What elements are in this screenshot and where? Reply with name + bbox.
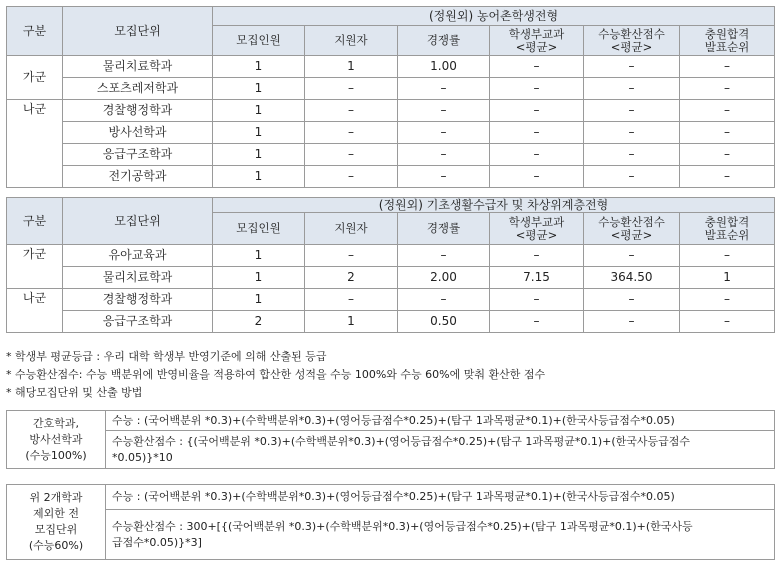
table-row xyxy=(7,122,775,144)
value-cell: 1 xyxy=(213,100,305,122)
value-cell: 0.50 xyxy=(398,311,490,333)
header-csat: 수능환산점수 <평균> xyxy=(584,26,680,56)
header-csat: 수능환산점수 <평균> xyxy=(584,213,680,245)
header-group: 구분 xyxy=(7,198,63,245)
group-cell: 가군 xyxy=(7,245,63,289)
value-cell: – xyxy=(490,78,584,100)
table-row xyxy=(7,100,775,122)
value-cell: 1 xyxy=(213,122,305,144)
value-cell: – xyxy=(490,100,584,122)
value-cell: – xyxy=(398,78,490,100)
value-cell: – xyxy=(305,245,398,267)
value-cell: 364.50 xyxy=(584,267,680,289)
value-cell: – xyxy=(680,100,775,122)
value-cell: – xyxy=(584,166,680,188)
unit-cell: 물리치료학과 xyxy=(63,56,213,78)
formula-line: 수능 : (국어백분위 *0.3)+(수학백분위*0.3)+(영어등급점수*0.25)+(탐구 1과목평균*0.1)+(한국사등급점수*0.05) xyxy=(106,411,775,431)
value-cell: – xyxy=(490,122,584,144)
notes xyxy=(6,348,545,402)
value-cell: – xyxy=(305,144,398,166)
value-cell: 7.15 xyxy=(490,267,584,289)
unit-cell: 응급구조학과 xyxy=(63,144,213,166)
value-cell: 1 xyxy=(680,267,775,289)
table-row xyxy=(7,144,775,166)
value-cell: – xyxy=(305,100,398,122)
value-cell: – xyxy=(398,144,490,166)
value-cell: – xyxy=(680,311,775,333)
value-cell: 2.00 xyxy=(398,267,490,289)
value-cell: 2 xyxy=(213,311,305,333)
unit-cell: 응급구조학과 xyxy=(63,311,213,333)
value-cell: – xyxy=(584,289,680,311)
table-low-income-students xyxy=(6,197,775,333)
header-group: 구분 xyxy=(7,7,63,56)
value-cell: – xyxy=(490,144,584,166)
formula-box-60 xyxy=(6,484,775,560)
table-row xyxy=(7,56,775,78)
unit-cell: 경찰행정학과 xyxy=(63,100,213,122)
value-cell: – xyxy=(584,78,680,100)
value-cell: – xyxy=(490,56,584,78)
table-row xyxy=(7,267,775,289)
value-cell: – xyxy=(680,289,775,311)
value-cell: – xyxy=(398,245,490,267)
value-cell: – xyxy=(305,122,398,144)
value-cell: – xyxy=(680,144,775,166)
note-method: * 해당모집단위 및 산출 방법 xyxy=(6,386,143,399)
value-cell: – xyxy=(398,100,490,122)
value-cell: 1 xyxy=(213,56,305,78)
value-cell: – xyxy=(680,78,775,100)
value-cell: – xyxy=(305,289,398,311)
table-row xyxy=(7,166,775,188)
value-cell: – xyxy=(680,122,775,144)
value-cell: – xyxy=(490,166,584,188)
unit-cell: 유아교육과 xyxy=(63,245,213,267)
header-unit: 모집단위 xyxy=(63,7,213,56)
value-cell: 1 xyxy=(213,289,305,311)
value-cell: – xyxy=(584,311,680,333)
value-cell: – xyxy=(584,144,680,166)
unit-cell: 경찰행정학과 xyxy=(63,289,213,311)
header-quota: 모집인원 xyxy=(213,213,305,245)
table-caption: (정원외) 기초생활수급자 및 차상위계층전형 xyxy=(213,198,775,213)
unit-cell: 방사선학과 xyxy=(63,122,213,144)
formula-line: 수능환산점수 : {(국어백분위 *0.3)+(수학백분위*0.3)+(영어등급점수*0.25)+(탐구 1과목평균*0.1)+(한국사등급점수 *0.05)}*10 xyxy=(106,431,775,469)
table-row xyxy=(7,289,775,311)
value-cell: – xyxy=(584,100,680,122)
unit-cell: 스포츠레저학과 xyxy=(63,78,213,100)
value-cell: – xyxy=(305,166,398,188)
group-cell: 나군 xyxy=(7,289,63,333)
table-row xyxy=(7,311,775,333)
value-cell: – xyxy=(584,56,680,78)
value-cell: – xyxy=(680,166,775,188)
header-unit: 모집단위 xyxy=(63,198,213,245)
value-cell: 1 xyxy=(213,144,305,166)
header-quota: 모집인원 xyxy=(213,26,305,56)
value-cell: – xyxy=(584,245,680,267)
header-gpa: 학생부교과 <평균> xyxy=(490,26,584,56)
value-cell: 1 xyxy=(305,311,398,333)
table-caption: (정원외) 농어촌학생전형 xyxy=(213,7,775,26)
value-cell: – xyxy=(398,289,490,311)
value-cell: – xyxy=(398,122,490,144)
note-csat: * 수능환산점수: 수능 백분위에 반영비율을 적용하여 합산한 성적을 수능 100%와 수능 60%에 맞춰 환산한 점수 xyxy=(6,368,546,381)
header-rank: 충원합격 발표순위 xyxy=(680,26,775,56)
value-cell: 1 xyxy=(213,78,305,100)
table-row xyxy=(7,78,775,100)
header-applicants: 지원자 xyxy=(305,213,398,245)
header-applicants: 지원자 xyxy=(305,26,398,56)
value-cell: 1 xyxy=(305,56,398,78)
formula-line: 수능 : (국어백분위 *0.3)+(수학백분위*0.3)+(영어등급점수*0.25)+(탐구 1과목평균*0.1)+(한국사등급점수*0.05) xyxy=(106,485,775,510)
value-cell: – xyxy=(680,56,775,78)
header-gpa: 학생부교과 <평균> xyxy=(490,213,584,245)
value-cell: – xyxy=(490,311,584,333)
value-cell: – xyxy=(305,78,398,100)
formula-line: 수능환산점수 : 300+[{(국어백분위 *0.3)+(수학백분위*0.3)+(영어등급점수*0.25)+(탐구 1과목평균*0.1)+(한국사등 급점수*0.05)}*3] xyxy=(106,510,775,560)
unit-cell: 전기공학과 xyxy=(63,166,213,188)
value-cell: 1 xyxy=(213,267,305,289)
formula-box-100 xyxy=(6,410,775,469)
value-cell: – xyxy=(680,245,775,267)
header-ratio: 경쟁률 xyxy=(398,26,490,56)
formula-label: 위 2개학과 제외한 전 모집단위 (수능60%) xyxy=(7,485,106,560)
unit-cell: 물리치료학과 xyxy=(63,267,213,289)
value-cell: – xyxy=(584,122,680,144)
value-cell: 1 xyxy=(213,245,305,267)
group-cell: 가군 xyxy=(7,56,63,100)
value-cell: 2 xyxy=(305,267,398,289)
value-cell: 1 xyxy=(213,166,305,188)
value-cell: 1.00 xyxy=(398,56,490,78)
value-cell: – xyxy=(490,245,584,267)
value-cell: – xyxy=(398,166,490,188)
group-cell: 나군 xyxy=(7,100,63,188)
header-rank: 충원합격 발표순위 xyxy=(680,213,775,245)
table-row xyxy=(7,245,775,267)
note-gpa: * 학생부 평균등급 : 우리 대학 학생부 반영기준에 의해 산출된 등급 xyxy=(6,350,327,363)
table-rural-students xyxy=(6,6,775,188)
value-cell: – xyxy=(490,289,584,311)
header-ratio: 경쟁률 xyxy=(398,213,490,245)
formula-label: 간호학과, 방사선학과 (수능100%) xyxy=(7,411,106,469)
